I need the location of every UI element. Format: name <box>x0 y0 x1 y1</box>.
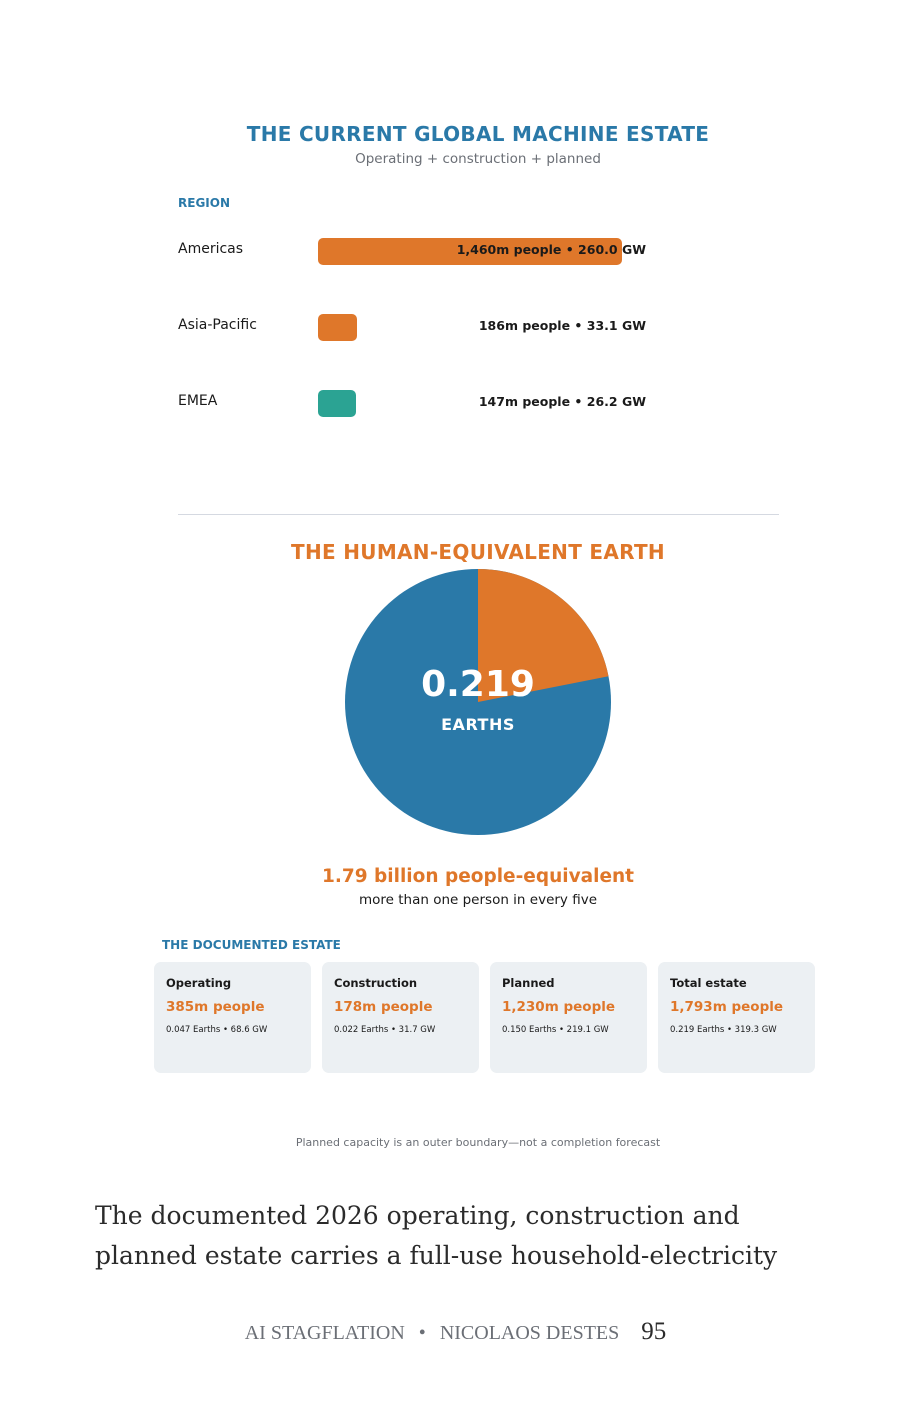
card-people: 178m people <box>334 999 433 1015</box>
region-value-americas: 1,460m people • 260.0 GW <box>456 242 646 257</box>
card-detail: 0.047 Earths • 68.6 GW <box>166 1025 268 1035</box>
card-title: Construction <box>334 976 418 990</box>
people-equivalent: 1.79 billion people-equivalent <box>321 866 635 887</box>
card-people: 1,230m people <box>502 999 616 1015</box>
human-earth-title: THE HUMAN-EQUIVALENT EARTH <box>291 540 665 564</box>
card-detail: 0.150 Earths • 219.1 GW <box>502 1025 609 1035</box>
body-line: planned estate carries a full-use household-electricity <box>95 1241 778 1270</box>
region-bar-asia-pacific <box>318 314 357 341</box>
footer-author: NICOLAOS DESTES <box>439 1322 620 1344</box>
earths-value: 0.219 <box>421 664 535 705</box>
region-bar-emea <box>318 390 356 417</box>
card-detail: 0.219 Earths • 319.3 GW <box>670 1025 777 1035</box>
region-header: REGION <box>178 196 230 210</box>
people-equivalent-subtitle: more than one person in every five <box>358 892 598 908</box>
card-people: 1,793m people <box>670 999 784 1015</box>
card-title: Planned <box>502 976 555 990</box>
card-title: Total estate <box>670 976 747 990</box>
estate-card-operating <box>154 962 311 1073</box>
region-label-asia-pacific: Asia-Pacific <box>178 317 257 333</box>
machine-estate-subtitle: Operating + construction + planned <box>355 151 601 167</box>
page-footer <box>0 1318 911 1346</box>
machine-estate-title: THE CURRENT GLOBAL MACHINE ESTATE <box>246 122 710 146</box>
estate-card-construction <box>322 962 479 1073</box>
estate-card-planned <box>490 962 647 1073</box>
earths-label: EARTHS <box>441 715 515 734</box>
card-detail: 0.022 Earths • 31.7 GW <box>334 1025 436 1035</box>
estate-card-total <box>658 962 815 1073</box>
body-line: The documented 2026 operating, construction and <box>95 1201 740 1230</box>
card-title: Operating <box>166 976 232 990</box>
page-number: 95 <box>641 1318 667 1345</box>
region-label-americas: Americas <box>178 241 244 257</box>
region-value-asia-pacific: 186m people • 33.1 GW <box>478 318 646 333</box>
body-paragraph <box>95 1196 855 1276</box>
section-divider <box>178 514 779 515</box>
region-value-emea: 147m people • 26.2 GW <box>478 394 646 409</box>
region-label-emea: EMEA <box>178 393 218 409</box>
footnote: Planned capacity is an outer boundary—not a completion forecast <box>295 1136 661 1149</box>
card-people: 385m people <box>166 999 265 1015</box>
documented-estate-header: THE DOCUMENTED ESTATE <box>162 938 341 952</box>
footer-book-title: AI STAGFLATION <box>244 1322 405 1344</box>
footer-separator: • <box>418 1322 426 1344</box>
